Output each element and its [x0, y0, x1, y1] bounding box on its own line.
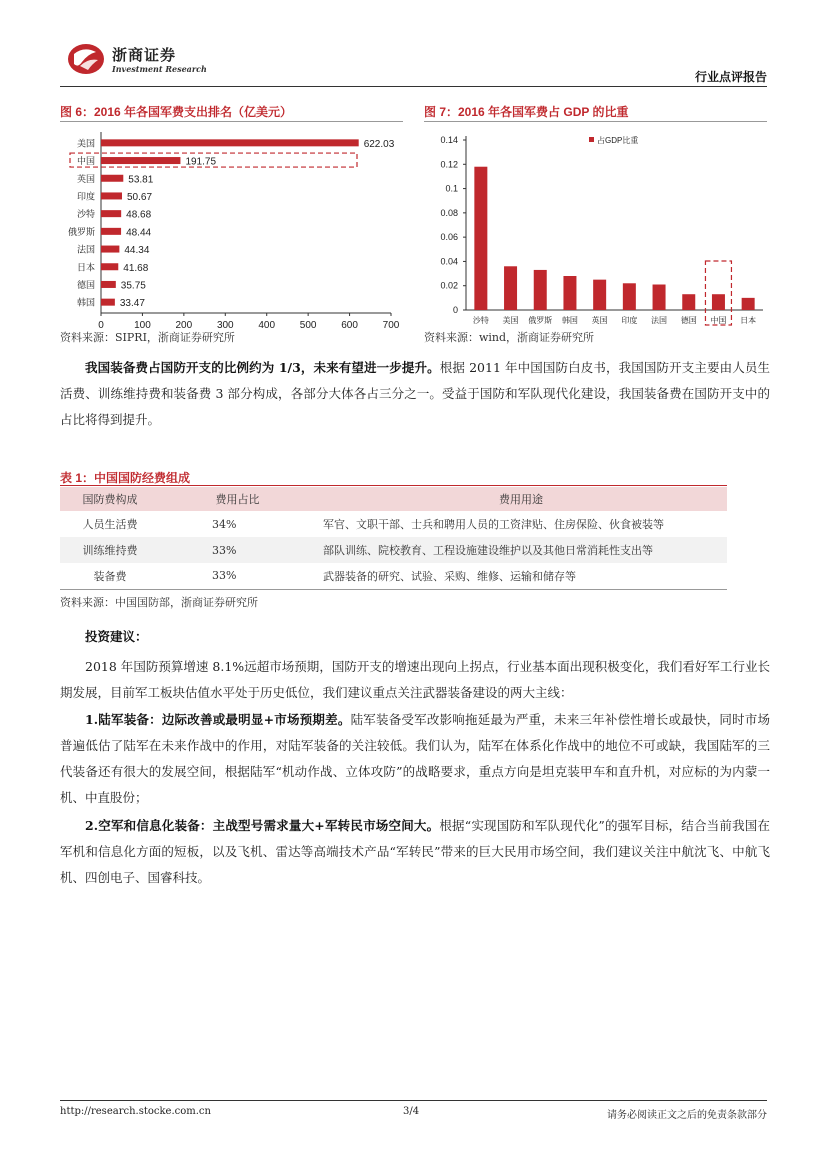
category-label: 德国 [680, 316, 697, 325]
category-label: 中国 [76, 156, 95, 167]
y-tick-label: 0.04 [440, 256, 458, 267]
company-name-en: Investment Research [112, 64, 207, 74]
x-tick-label: 100 [134, 320, 151, 331]
x-tick-label: 400 [258, 320, 276, 331]
category-label: 沙特 [76, 209, 95, 220]
figure7-title: 图 7：2016 年各国军费占 GDP 的比重 [424, 105, 629, 119]
category-label: 法国 [76, 244, 95, 255]
page-number: 3/4 [403, 1106, 420, 1117]
category-label: 美国 [76, 138, 95, 149]
category-label: 中国 [710, 316, 727, 325]
bar [101, 228, 121, 235]
bar [534, 270, 547, 310]
category-label: 俄罗斯 [528, 316, 553, 325]
footer-url[interactable]: http://research.stocke.com.cn [60, 1106, 211, 1117]
figure6-title: 图 6：2016 年各国军费支出排名（亿美元） [60, 105, 293, 119]
figure6-rule [60, 121, 403, 122]
table-cell-usage: 武器装备的研究、试验、采购、维修、运输和储存等 [315, 563, 727, 589]
paragraph1-text: 根据 2011 年中国国防白皮书，我国国防开支主要由人员生活费、训练维持费和装备费 3 部分构成，各部分大体各占三分之一。受益于国防和军队现代化建设，我国装备费在国防开支中的占比将得到提升。 [60, 360, 770, 427]
bar [101, 281, 116, 288]
x-tick-label: 200 [175, 320, 193, 331]
value-label: 41.68 [123, 262, 149, 274]
header-rule [60, 86, 767, 87]
table-header-cell: 费用占比 [160, 487, 315, 511]
y-tick-label: 0.06 [440, 232, 458, 243]
x-tick-label: 0 [98, 320, 104, 331]
category-label: 印度 [76, 191, 95, 202]
table-cell-item: 人员生活费 [82, 518, 138, 531]
figure7-source: 资料来源：wind，浙商证券研究所 [424, 331, 595, 344]
category-label: 日本 [76, 262, 95, 273]
x-tick-label: 300 [216, 320, 234, 331]
category-label: 德国 [76, 279, 95, 290]
category-label: 韩国 [561, 316, 578, 325]
table-row [60, 563, 727, 589]
report-type: 行业点评报告 [694, 70, 767, 84]
table1-title: 表 1：中国国防经费组成 [60, 471, 191, 485]
footer-disclaimer: 请务必阅读正文之后的免责条款部分 [607, 1110, 767, 1121]
bar [101, 192, 122, 199]
category-label: 沙特 [472, 316, 489, 325]
paragraph1-lead: 我国装备费占国防开支的比例约为 1/3，未来有望进一步提升。 [85, 360, 440, 375]
category-label: 法国 [651, 316, 668, 325]
bar [101, 210, 121, 217]
x-tick-label: 700 [382, 320, 400, 331]
bar [623, 283, 636, 310]
bar [101, 299, 115, 306]
funding-table [60, 487, 727, 590]
category-label: 英国 [76, 173, 95, 184]
x-tick-label: 500 [299, 320, 317, 331]
y-tick-label: 0.14 [440, 135, 458, 145]
bar [563, 276, 576, 310]
table-header-cell: 费用用途 [315, 487, 727, 511]
table1-source: 资料来源：中国国防部，浙商证券研究所 [60, 596, 258, 609]
bar [593, 280, 606, 310]
table-header-cell: 国防费构成 [60, 487, 160, 511]
y-tick-label: 0 [452, 305, 458, 315]
table-cell-item: 装备费 [60, 563, 160, 589]
y-tick-label: 0.08 [440, 207, 458, 218]
bar [101, 139, 359, 146]
figure6-chart [60, 126, 410, 331]
point2-text: 根据“实现国防和军队现代化”的强军目标，结合当前我国在军机和信息化方面的短板，以及飞机、雷达等高端技术产品“军转民”带来的巨大民用市场空间，我们建议关注中航沈飞、中航飞机、四创电子、国睿科技。 [60, 818, 770, 885]
invest-heading [60, 624, 770, 650]
paragraph-equipment-share [60, 355, 770, 433]
bar [101, 263, 118, 270]
value-label: 53.81 [128, 174, 154, 186]
value-label: 191.75 [185, 156, 217, 168]
table1-top-rule [60, 485, 727, 486]
category-label: 印度 [621, 316, 638, 325]
company-name: 浙商证券 [112, 47, 177, 64]
table-cell-share: 34% [212, 517, 237, 531]
bar [504, 266, 517, 310]
category-label: 韩国 [76, 297, 95, 308]
footer-rule [60, 1100, 767, 1101]
bar [653, 285, 666, 311]
bar [101, 175, 123, 182]
table-header-row [60, 487, 727, 511]
table-cell-item: 训练维持费 [60, 537, 160, 563]
table-cell-usage: 部队训练、院校教育、工程设施建设维护以及其他日常消耗性支出等 [315, 537, 727, 563]
table-cell-share: 33% [160, 563, 315, 589]
y-tick-label: 0.02 [440, 280, 458, 291]
value-label: 44.34 [124, 245, 150, 257]
table-row [60, 511, 727, 537]
value-label: 35.75 [120, 280, 146, 292]
y-tick-label: 0.1 [445, 183, 458, 194]
value-label: 50.67 [126, 191, 153, 203]
value-label: 33.47 [119, 298, 145, 310]
x-tick-label: 600 [341, 320, 358, 331]
legend-swatch [589, 137, 594, 142]
legend-label: 占GDP比重 [597, 136, 639, 145]
figure7-chart [424, 126, 769, 331]
company-logo [66, 42, 106, 76]
category-label: 美国 [502, 316, 519, 325]
invest-heading-text: 投资建议： [85, 629, 148, 644]
bar [742, 298, 755, 310]
category-label: 日本 [740, 316, 757, 325]
point1-lead: 1.陆军装备：边际改善或最明显+市场预期差。 [85, 712, 351, 727]
point1-text: 陆军装备受军改影响拖延最为严重，未来三年补偿性增长或最快，同时市场普遍低估了陆军在未来作战中的作用，对陆军装备的关注较低。我们认为，陆军在体系化作战中的地位不可或缺，我国陆军的三代装备还有很大的发展空间，根据陆军“机动作战、立体攻防”的战略要求，重点方向是坦克装甲车和直升机，对应标的为内蒙一机、中直股份； [60, 712, 770, 805]
table-row [60, 537, 727, 563]
category-label: 俄罗斯 [67, 226, 95, 237]
invest-point-airforce [60, 813, 770, 891]
table-cell-share: 33% [160, 537, 315, 563]
figure7-rule [424, 121, 767, 122]
figure6-source: 资料来源：SIPRI，浙商证券研究所 [60, 331, 235, 344]
y-tick-label: 0.12 [440, 159, 458, 170]
point2-lead: 2.空军和信息化装备：主战型号需求量大+军转民市场空间大。 [85, 818, 440, 833]
invest-point-army [60, 707, 770, 811]
bar [682, 294, 695, 310]
value-label: 48.68 [126, 209, 152, 221]
bar [474, 167, 487, 310]
invest-intro: 2018 年国防预算增速 8.1%远超市场预期，国防开支的增速出现向上拐点，行业基本面出现积极变化，我们看好军工行业长期发展，目前军工板块估值水平处于历史低位，我们建议重点关注武器装备建设的两大主线： [60, 659, 770, 700]
bar [101, 246, 119, 253]
bar [712, 294, 725, 310]
bar [101, 157, 180, 164]
table-cell-usage: 军官、文职干部、士兵和聘用人员的工资津贴、住房保险、伙食被装等 [323, 518, 664, 531]
category-label: 英国 [591, 316, 608, 325]
value-label: 48.44 [126, 227, 152, 239]
value-label: 622.03 [363, 138, 395, 150]
